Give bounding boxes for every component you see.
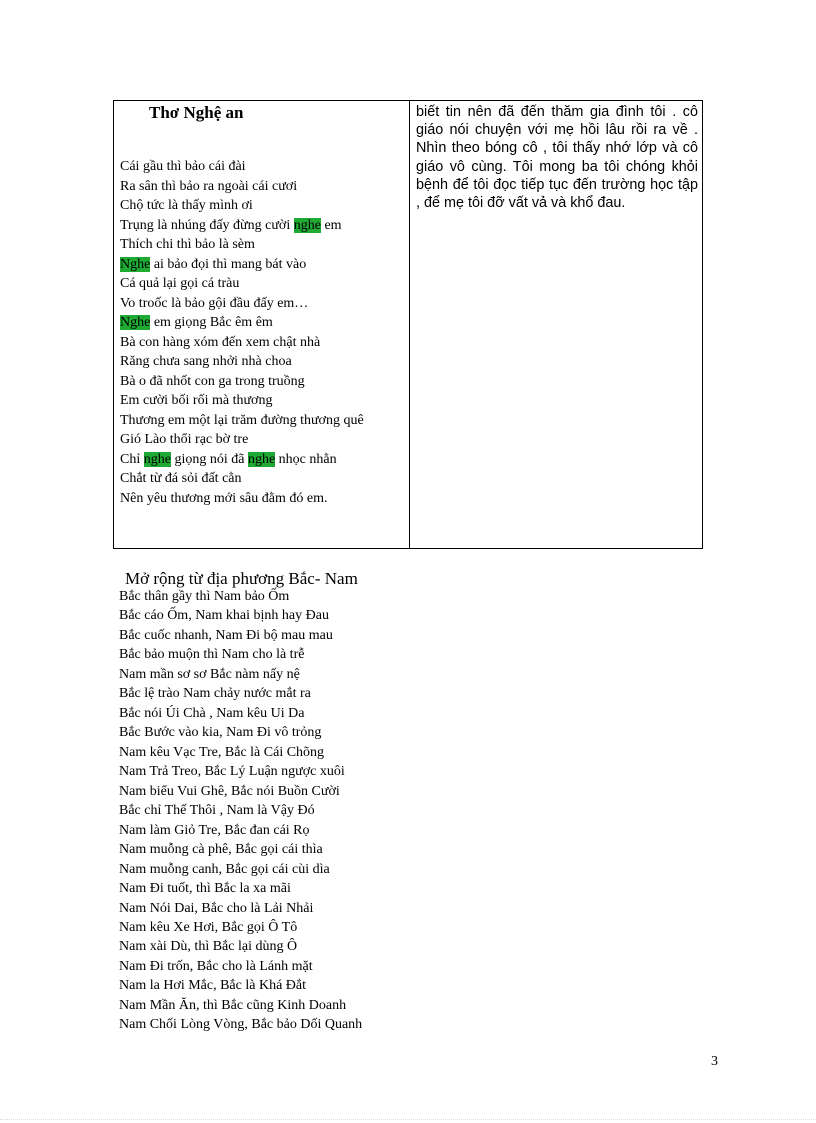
poem-text: Bà o đã nhốt con ga trong truồng xyxy=(120,373,305,389)
poem-text: Bà con hàng xóm đến xem chật nhà xyxy=(120,334,321,350)
poem-line xyxy=(120,177,364,197)
poem-line xyxy=(120,469,364,489)
poem-text: Vo troốc là bảo gội đầu đấy em… xyxy=(120,295,309,311)
poem-line xyxy=(120,216,364,236)
dialect-line: Nam kêu Vạc Tre, Bắc là Cái Chõng xyxy=(119,744,325,760)
poem-line xyxy=(120,313,364,333)
poem-line xyxy=(120,352,364,372)
poem-text: Chắt từ đá sỏi đất cằn xyxy=(120,471,242,486)
dialect-line: Nam biểu Vui Ghê, Bắc nói Buồn Cười xyxy=(119,783,340,799)
poem-lines xyxy=(120,157,364,508)
dialect-lines xyxy=(119,587,362,1035)
poem-line xyxy=(120,391,364,411)
dialect-line: Nam Mần Ăn, thì Bắc cũng Kinh Doanh xyxy=(119,997,347,1013)
poem-title: Thơ Nghệ an xyxy=(149,103,244,122)
poem-text: Răng chưa sang nhởi nhà choa xyxy=(120,354,292,369)
dialect-line: Bắc thân gầy thì Nam bảo Ốm xyxy=(119,589,290,604)
highlighted-word: nghe xyxy=(247,451,276,467)
dialect-line: Bắc cuốc nhanh, Nam Đi bộ mau mau xyxy=(119,627,333,643)
dialect-line: Nam kêu Xe Hơi, Bắc gọi Ô Tô xyxy=(119,919,298,935)
poem-text: Gió Lào thổi rạc bờ tre xyxy=(120,432,249,447)
page-bottom-rule xyxy=(0,1119,816,1120)
poem-line xyxy=(120,294,364,314)
poem-text: Cái gầu thì bảo cái đài xyxy=(120,159,246,174)
dialect-line: Bắc bảo muộn thì Nam cho là trễ xyxy=(119,647,305,663)
poem-line xyxy=(120,430,364,450)
poem-line xyxy=(120,196,364,216)
poem-text: Thương em một lại trăm đường thương quê xyxy=(120,412,364,428)
highlighted-word: nghe xyxy=(143,451,171,467)
poem-text: ai bảo đọi thì mang bát vào xyxy=(150,256,307,272)
highlighted-word: Nghe xyxy=(120,256,151,272)
poem-text: Ra sân thì bảo ra ngoài cái cươi xyxy=(120,178,298,194)
dialect-line: Nam Đi tuốt, thì Bắc la xa mãi xyxy=(119,881,291,897)
dialect-line: Nam Trả Treo, Bắc Lý Luận ngược xuôi xyxy=(119,764,345,780)
dialect-line: Bắc Bước vào kia, Nam Đi vô trỏng xyxy=(119,725,322,741)
dialect-line: Nam Chối Lòng Vòng, Bắc bảo Dối Quanh xyxy=(119,1017,363,1033)
poem-line xyxy=(120,489,364,509)
highlighted-word: Nghe xyxy=(120,315,151,330)
poem-line xyxy=(120,255,364,275)
poem-line xyxy=(120,372,364,392)
poem-text: Em cười bối rối mà thương xyxy=(120,393,273,408)
poem-line xyxy=(120,235,364,255)
poem-text: Cá quả lại gọi cá tràu xyxy=(120,276,240,291)
dialect-line: Nam Đi trốn, Bắc cho là Lánh mặt xyxy=(119,958,313,974)
dialect-line: Nam la Hơi Mắc, Bắc là Khá Đắt xyxy=(119,978,307,994)
poem-line xyxy=(120,450,364,470)
poem-text: giọng nói đã xyxy=(170,451,248,467)
poem-text: em xyxy=(320,217,342,233)
dialect-line: Nam muỗng cà phê, Bắc gọi cái thìa xyxy=(119,842,323,858)
poem-text: Chộ tức là thấy mình ơi xyxy=(120,198,253,213)
dialect-line: Bắc nói Úi Chà , Nam kêu Ui Da xyxy=(119,705,305,721)
poem-text: Trụng là nhúng đấy đừng cười xyxy=(120,217,294,233)
poem-line xyxy=(120,274,364,294)
poem-text: Nên yêu thương mới sâu đằm đó em. xyxy=(120,490,328,506)
dialect-line: Nam Nói Dai, Bắc cho là Lải Nhải xyxy=(119,900,314,916)
dialect-line: Nam xài Dù, thì Bắc lại dùng Ô xyxy=(119,939,298,955)
poem-text: Chỉ xyxy=(120,451,144,467)
poem-text: nhọc nhằn xyxy=(275,451,337,467)
dialect-line: Nam muỗng canh, Bắc gọi cái cùi dìa xyxy=(119,861,330,877)
dialect-line: Bắc cáo Ốm, Nam khai bịnh hay Đau xyxy=(119,608,329,624)
dialect-line: Nam làm Giỏ Tre, Bắc đan cái Rọ xyxy=(119,822,310,838)
poem-table xyxy=(113,100,703,549)
dialect-line: Bắc lệ trào Nam chảy nước mắt ra xyxy=(119,686,311,702)
poem-line xyxy=(120,157,364,177)
dialect-line: Nam mần sơ sơ Bắc nàm nấy nệ xyxy=(119,666,300,682)
page-number: 3 xyxy=(711,1054,718,1069)
story-cell: biết tin nên đã đến thăm gia đình tôi . cô giáo nói chuyện với mẹ hồi lâu rồi ra về . Nhìn theo bóng cô , tôi thấy nhớ lớp và cô giáo vô cùng. Tôi mong ba tôi chóng khỏi bệnh để tôi đọc tiếp tục đến trường học tập , để mẹ tôi đỡ vất vả và khổ đau. xyxy=(416,104,698,212)
poem-text: em giọng Bắc êm êm xyxy=(150,315,273,330)
poem-line xyxy=(120,333,364,353)
dialect-line: Bắc chỉ Thế Thôi , Nam là Vậy Đó xyxy=(119,803,315,819)
table-cell-divider xyxy=(409,101,410,548)
poem-text: Thích chi thì bảo là sèm xyxy=(120,237,255,252)
poem-line xyxy=(120,411,364,431)
highlighted-word: nghe xyxy=(293,217,321,233)
section-title: Mở rộng từ địa phương Bắc- Nam xyxy=(125,569,358,588)
